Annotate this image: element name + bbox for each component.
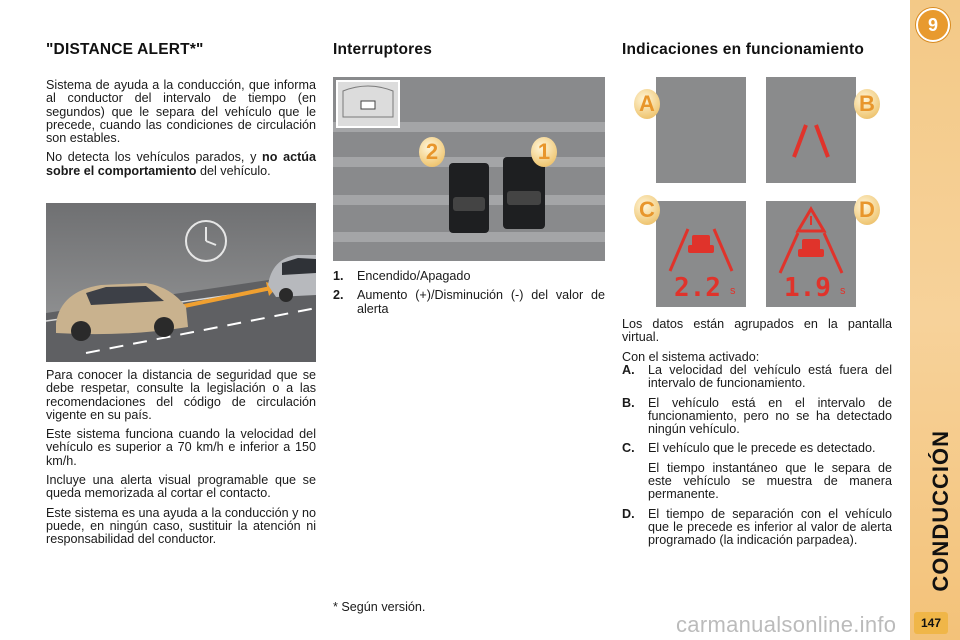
chapter-title: CONDUCCIÓN [928,430,953,592]
panel-b [766,77,886,185]
list-item: A. La velocidad del vehículo está fuera del intervalo de funcionamiento. [622,363,892,391]
chapter-sidebar [910,0,960,640]
details-text [46,369,316,547]
list-item: D. El tiempo de separación con el vehículo que le precede es inferior al valor de alerta programado (la indicación parpadea). [622,506,892,548]
watermark: carmanualsonline.info [676,612,897,637]
operation-intro [622,318,892,364]
distance-alert-title: "DISTANCE ALERT*" [46,41,204,58]
chapter-number-badge: 9 [916,8,950,42]
two-cars-illustration [46,203,316,362]
details-paragraph-3: Incluye una alerta visual programable que se queda memorizada al cortar el contacto. [46,473,316,501]
operation-list [622,364,892,554]
intro-text [46,79,316,178]
panel-d-value: 1.9 [784,273,831,303]
panel-d-label: D [854,195,880,225]
list-item: C. El vehículo que le precede es detectado. [622,441,876,456]
details-paragraph-4: Este sistema es una ayuda a la conducción y no puede, en ningún caso, sustituir la atención ni responsabilidad del conductor. [46,505,316,547]
list-item: El tiempo instantáneo que le separa de este vehículo se muestra de manera permanente. [648,460,892,502]
list-item: 1. Encendido/Apagado [333,269,471,283]
front-car [268,255,316,302]
details-paragraph-1: Para conocer la distancia de seguridad que se debe respetar, consulte la legislación o a las recomendaciones del código de circulación vigente en su país. [46,368,316,422]
list-item: 2. Aumento (+)/Disminución (-) del valor de alerta [333,288,605,316]
switches-title: Interruptores [333,41,433,58]
details-paragraph-2: Este sistema funciona cuando la velocidad del vehículo es superior a 70 km/h e inferior a 150 km/h. [46,427,316,468]
intro-paragraph-2: No detecta los vehículos parados, y no actúa sobre el comportamiento del vehículo. [46,150,316,178]
panel-d-unit: s [840,285,846,297]
switch-1-badge: 1 [531,137,557,167]
cars-road-drawing [46,203,316,362]
intro-paragraph-1: Sistema de ayuda a la conducción, que informa al conductor del intervalo de tiempo (en segundos) que le separa del vehículo que le precede, cuando las condiciones de circulación son estables. [46,78,316,146]
panel-d [766,195,886,307]
list-item: B. El vehículo está en el intervalo de funcionamiento, pero no se ha detectado ningún vehículo. [622,395,892,437]
operation-paragraph-1: Los datos están agrupados en la pantalla virtual. [622,317,892,345]
switches-illustration [333,77,605,261]
operation-paragraph-2: Con el sistema activado: [622,349,760,364]
panel-a [634,77,754,185]
switches-list [333,270,605,322]
rear-car [56,283,188,341]
panel-c-label: C [634,195,660,225]
panel-b-label: B [854,89,880,119]
panel-a-label: A [634,89,660,119]
switch-2-badge: 2 [419,137,445,167]
panel-c [634,195,754,307]
panel-c-value: 2.2 [674,273,721,303]
switches-drawing [333,77,605,261]
clock-icon [186,221,226,261]
lane-lines-icon [766,77,856,183]
panel-c-unit: s [730,285,736,297]
operation-title: Indicaciones en funcionamiento [622,41,864,58]
page-number: 147 [914,612,948,634]
footnote: * Según versión. [333,600,426,614]
